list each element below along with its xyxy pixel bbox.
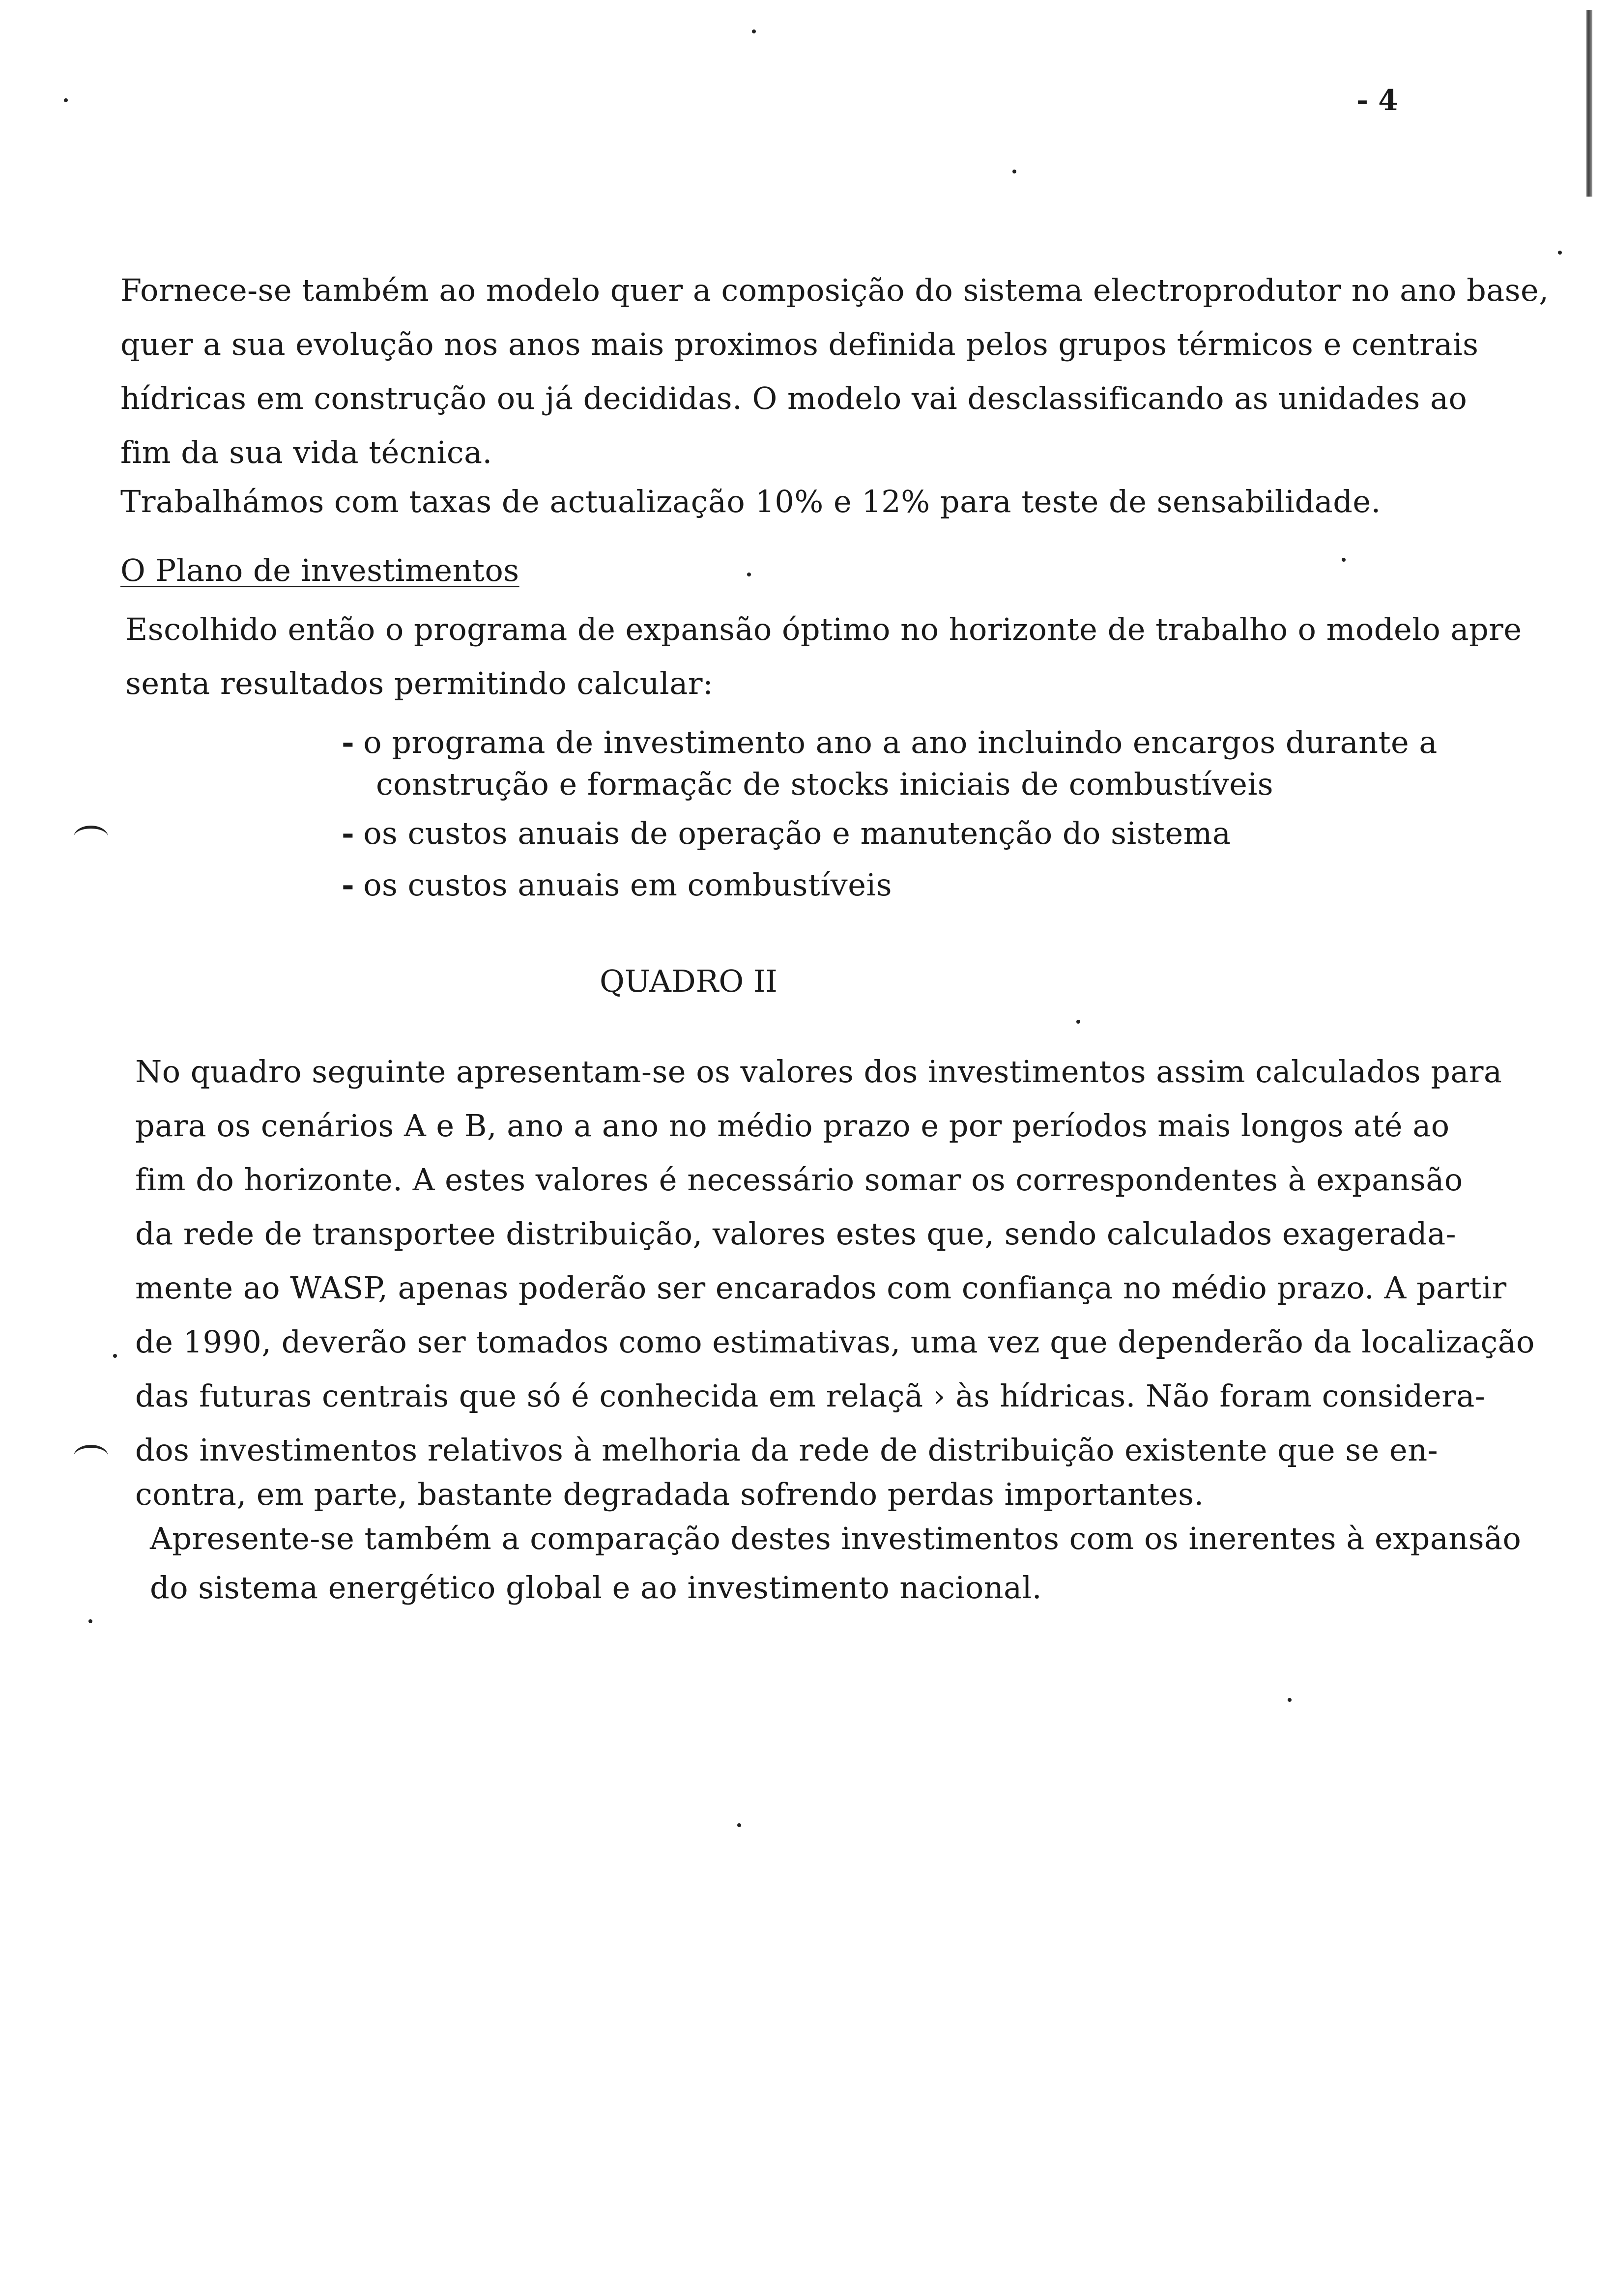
bullet-dash: - [342,815,355,851]
bullet-text: os custos anuais de operação e manutenção do sistema [363,815,1231,851]
scan-speck [64,98,68,102]
paragraph2-line: Escolhido então o programa de expansão óptimo no horizonte de trabalho o modelo apre [125,611,1522,647]
paragraph3-line: do sistema energético global e ao investimento nacional. [150,1570,1042,1606]
bullet-dash: - [342,867,355,903]
table-title: QUADRO II [600,963,777,999]
bullet-item [342,724,1438,760]
paragraph1-line: Fornece-se também ao modelo quer a composição do sistema electroprodutor no ano base, [120,272,1549,308]
binding-edge [1586,10,1592,197]
paragraph3-line: No quadro seguinte apresentam-se os valores dos investimentos assim calculados para [135,1054,1502,1090]
paragraph1-line: hídricas em construção ou já decididas. O modelo vai desclassificando as unidades ao [120,380,1468,416]
paragraph3-line: contra, em parte, bastante degradada sofrendo perdas importantes. [135,1476,1204,1512]
scan-speck [113,1354,117,1358]
paragraph1-line: fim da sua vida técnica. [120,434,492,470]
scan-speck [747,573,751,576]
paragraph3-line: fim do horizonte. A estes valores é necessário somar os correspondentes à expansão [135,1162,1463,1198]
punch-hole-mark [74,1445,108,1467]
bullet-item [342,867,892,903]
paragraph3-line: para os cenários A e B, ano a ano no médio prazo e por períodos mais longos até ao [135,1108,1450,1144]
scan-speck [1012,170,1016,173]
paragraph1-line: quer a sua evolução nos anos mais proximos definida pelos grupos térmicos e centrais [120,326,1479,362]
bullet-item [342,815,1231,851]
scan-speck [752,29,756,33]
section-heading: O Plano de investimentos [120,552,519,588]
paragraph1-line: Trabalhámos com taxas de actualização 10% e 12% para teste de sensabilidade. [120,484,1381,519]
paragraph3-line: das futuras centrais que só é conhecida em relaçã › às hídricas. Não foram considera- [135,1378,1486,1414]
paragraph3-line: da rede de transportee distribuição, valores estes que, sendo calculados exagerada- [135,1216,1457,1252]
scan-speck [88,1619,92,1623]
scan-speck [737,1823,741,1827]
bullet-text: o programa de investimento ano a ano incluindo encargos durante a [363,724,1438,760]
bullet-dash: - [342,724,355,760]
scan-speck [1558,251,1562,255]
punch-hole-mark [74,826,108,848]
paragraph3-line: mente ao WASP, apenas poderão ser encarados com confiança no médio prazo. A partir [135,1270,1507,1306]
bullet-continuation: construção e formaçãc de stocks iniciais de combustíveis [376,766,1274,802]
scan-speck [1342,558,1346,562]
scan-speck [1288,1698,1292,1702]
paragraph2-line: senta resultados permitindo calcular: [125,665,714,701]
page-number: - 4 [1356,84,1398,117]
bullet-text: os custos anuais em combustíveis [363,867,892,903]
paragraph3-line: de 1990, deverão ser tomados como estimativas, uma vez que dependerão da localização [135,1324,1535,1360]
paragraph3-line: dos investimentos relativos à melhoria da rede de distribuição existente que se en- [135,1432,1439,1468]
scan-speck [1076,1020,1080,1024]
paragraph3-line: Apresente-se também a comparação destes investimentos com os inerentes à expansão [150,1521,1522,1556]
